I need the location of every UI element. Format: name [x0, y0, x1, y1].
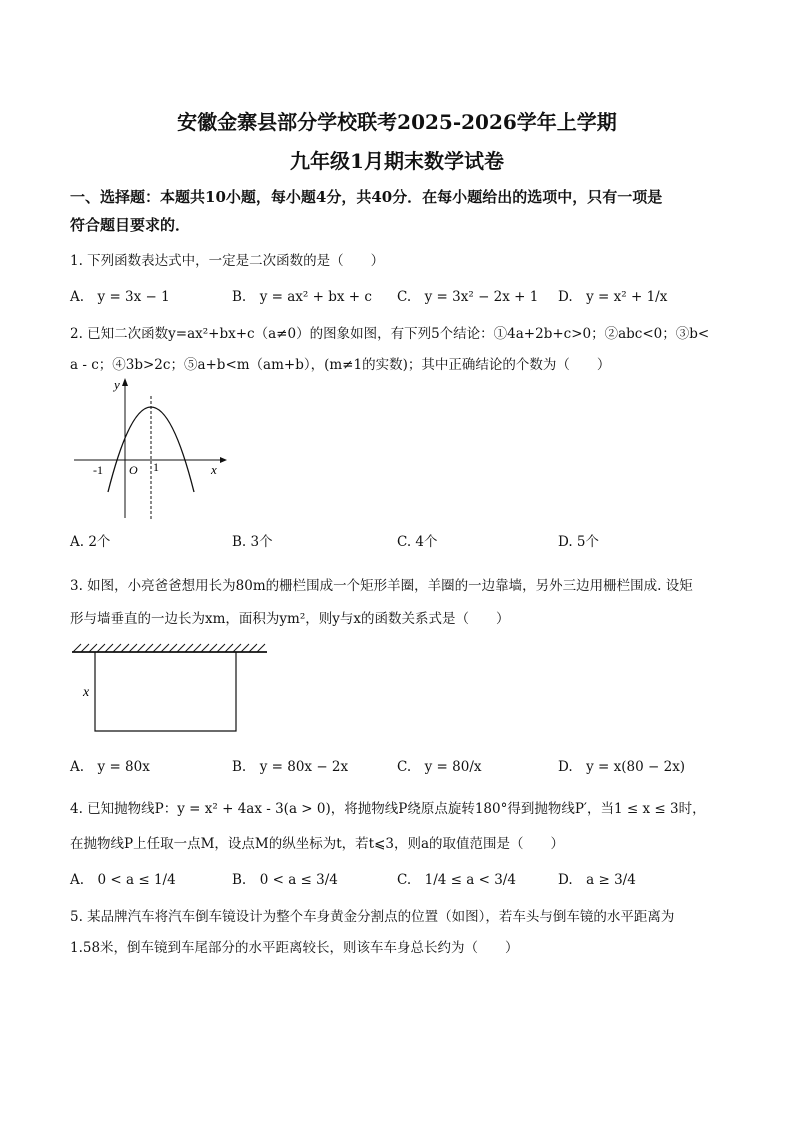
q3-option-c: C. y = 80/x — [397, 759, 482, 775]
q1-option-c: C. y = 3x² − 2x + 1 — [397, 289, 539, 305]
graph-y-label: y — [114, 377, 120, 392]
graph-one-label: 1 — [153, 460, 159, 474]
q2-parabola-graph — [70, 374, 230, 524]
q3-stem-line2: 形与墙垂直的一边长为xm，面积为ym²，则y与x的函数关系式是（ ） — [70, 611, 510, 627]
graph-x-label: x — [211, 462, 217, 477]
q4-stem-line1: 4. 已知抛物线P：y = x² + 4ax - 3(a > 0)，将抛物线P绕原点旋转180°得到抛物线P′，当1 ≤ x ≤ 3时， — [70, 801, 706, 817]
exam-title-line2: 九年级1月期末数学试卷 — [290, 149, 504, 173]
q4-stem-line2: 在抛物线P上任取一点M，设点M的纵坐标为t，若t⩽3，则a的取值范围是（ ） — [70, 836, 565, 852]
q3-x-label: x — [83, 685, 90, 700]
q3-option-b: B. y = 80x − 2x — [232, 759, 349, 775]
q5-stem-line2: 1.58米，倒车镜到车尾部分的水平距离较长，则该车车身总长约为（ ） — [70, 940, 519, 956]
q3-option-d: D. y = x(80 − 2x) — [558, 759, 686, 775]
q2-option-c: C. 4个 — [397, 534, 438, 550]
q4-option-a: A. 0 < a ≤ 1/4 — [70, 872, 176, 888]
q1-stem: 1. 下列函数表达式中，一定是二次函数的是（ ） — [70, 253, 385, 269]
graph-neg1-label: -1 — [93, 463, 103, 477]
graph-origin-label: O — [129, 463, 138, 477]
y-axis-arrow-icon — [122, 378, 128, 386]
q3-stem-line1: 3. 如图，小亮爸爸想用长为80m的栅栏围成一个矩形羊圈，羊圈的一边靠墙，另外三边用栅栏围成. 设矩 — [70, 578, 693, 594]
pen-rectangle — [95, 652, 236, 731]
q4-option-d: D. a ≥ 3/4 — [558, 872, 636, 888]
q4-option-b: B. 0 < a ≤ 3/4 — [232, 872, 338, 888]
q2-stem-line1: 2. 已知二次函数y=ax²+bx+c（a≠0）的图象如图，有下列5个结论：①4a+2b+c>0；②abc<0；③b< — [70, 326, 710, 342]
x-axis-arrow-icon — [220, 457, 227, 463]
q1-option-a: A. y = 3x − 1 — [70, 289, 170, 305]
wall-hatching — [73, 644, 265, 652]
q3-pen-figure — [70, 640, 275, 735]
q2-option-d: D. 5个 — [558, 534, 600, 550]
section-heading-cont: 符合题目要求的． — [70, 216, 191, 234]
q4-option-c: C. 1/4 ≤ a < 3/4 — [397, 872, 516, 888]
q1-option-d: D. y = x² + 1/x — [558, 289, 668, 305]
q2-option-b: B. 3个 — [232, 534, 273, 550]
section-heading: 一、选择题：本题共10小题，每小题4分，共40分．在每小题给出的选项中，只有一项是 — [70, 188, 663, 206]
parabola-curve — [108, 407, 194, 492]
q1-option-b: B. y = ax² + bx + c — [232, 289, 372, 305]
exam-title-line1: 安徽金寨县部分学校联考2025-2026学年上学期 — [177, 110, 617, 134]
q3-option-a: A. y = 80x — [70, 759, 150, 775]
q2-stem-line2: a - c；④3b>2c；⑤a+b<m（am+b），(m≠1的实数)；其中正确结论的个数为（ ） — [70, 357, 611, 373]
q2-option-a: A. 2个 — [70, 534, 111, 550]
q5-stem-line1: 5. 某品牌汽车将汽车倒车镜设计为整个车身黄金分割点的位置（如图），若车头与倒车镜的水平距离为 — [70, 909, 675, 925]
